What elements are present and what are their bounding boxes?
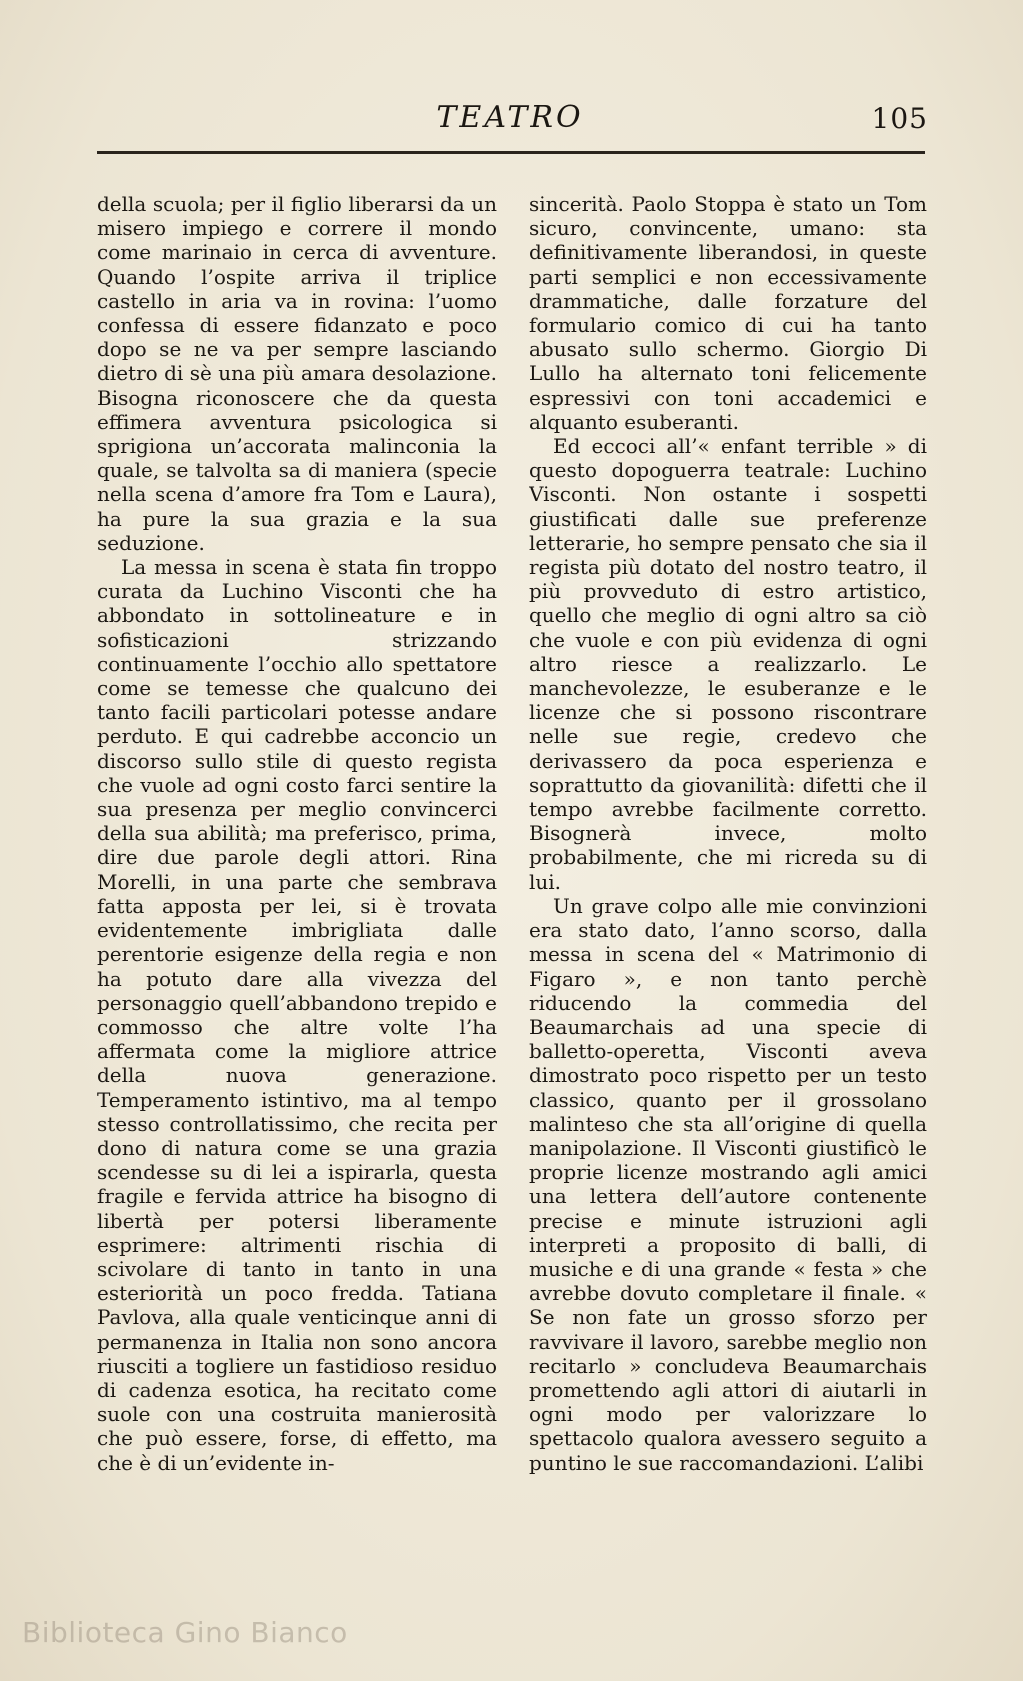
right-paragraph-3: Un grave colpo alle mie convinzioni era stato dato, l’anno scorso, dalla messa in scena del « Matrimonio di Figaro », e non tanto perchè riducendo la commedia del Beaumarchais ad una specie di balletto-operetta, Visconti aveva dimostrato poco rispetto per un testo classico, quanto per il grossolano malinteso che sta all’origine di quella manipolazione. Il Visconti giustificò le proprie licenze mostrando agli amici una lettera dell’autore contenente precise e minute istruzioni agli interpreti a proposito di balli, di musiche e di una grande « festa » che avrebbe dovuto completare il finale. « Se non fate un grosso sforzo per ravvivare il lavoro, sarebbe meglio non recitarlo » concludeva Beaumarchais promettendo agli attori di aiutarli in ogni modo per valorizzare lo spettacolo qualora avessero seguito a puntino le sue raccomandazioni. L’alibi (529, 893, 927, 1475)
left-column (97, 192, 497, 1572)
running-title: TEATRO (436, 100, 584, 135)
right-column (529, 192, 927, 1572)
running-head (92, 96, 928, 140)
library-watermark: Biblioteca Gino Bianco (22, 1616, 348, 1649)
right-paragraph-2: Ed eccoci all’« enfant terrible » di questo dopoguerra teatrale: Luchino Visconti. Non ostante i sospetti giustificati dalle sue preferenze letterarie, ho sempre pensato che sia il regista più dotato del nostro teatro, il più provveduto di estro artistico, quello che meglio di ogni altro sa ciò che vuole e con più evidenza di ogni altro riesce a realizzarlo. Le manchevolezze, le esuberanze e le licenze che si possono riscontrare nelle sue regie, credevo che derivassero da poca esperienza e soprattutto da giovanilità: difetti che il tempo avrebbe facilmente corretto. Bisognerà invece, molto probabilmente, che mi ricreda su di lui. (529, 434, 927, 894)
left-paragraph-2: La messa in scena è stata fin troppo curata da Luchino Visconti che ha abbondato in sottolineature e in sofisticazioni strizzando continuamente l’occhio allo spettatore come se temesse che qualcuno dei tanto facili particolari potesse andare perduto. E qui cadrebbe acconcio un discorso sullo stile di questo regista che vuole ad ogni costo farci sentire la sua presenza per meglio convincerci della sua abilità; ma preferisco, prima, dire due parole degli attori. Rina Morelli, in una parte che sembrava fatta apposta per lei, si è trovata evidentemente imbrigliata dalle perentorie esigenze della regia e non ha potuto dare alla vivezza del personaggio quell’abbandono trepido e commosso che altre volte l’ha affermata come la migliore attrice della nuova generazione. Temperamento istintivo, ma al tempo stesso controllatissimo, che recita per dono di natura come se una grazia scendesse su di lei a ispirarla, questa fragile e fervida attrice ha bisogno di libertà per potersi liberamente esprimere: altrimenti rischia di scivolare di tanto in tanto in una esteriorità un poco fredda. Tatiana Pavlova, alla quale venticinque anni di permanenza in Italia non sono ancora riusciti a togliere un fastidioso residuo di cadenza esotica, ha recitato come suole con una costruita manierosità che può essere, forse, di effetto, ma che è di un’evidente in- (97, 555, 497, 1475)
page-number: 105 (871, 102, 928, 135)
left-paragraph-1: della scuola; per il figlio liberarsi da un misero impiego e correre il mondo come marinaio in cerca di avventure. Quando l’ospite arriva il triplice castello in aria va in rovina: l’uomo confessa di essere fidanzato e poco dopo se ne va per sempre lasciando dietro di sè una più amara desolazione. Bisogna riconoscere che da questa effimera avventura psicologica si sprigiona un’accorata malinconia la quale, se talvolta sa di maniera (specie nella scena d’amore fra Tom e Laura), ha pure la sua grazia e la sua seduzione. (97, 192, 497, 555)
right-paragraph-1: sincerità. Paolo Stoppa è stato un Tom sicuro, convincente, umano: sta definitivamente liberandosi, in queste parti semplici e non eccessivamente drammatiche, dalle forzature del formulario comico di cui ha tanto abusato sullo schermo. Giorgio Di Lullo ha alternato toni felicemente espressivi con toni accademici e alquanto esuberanti. (529, 192, 927, 434)
header-rule (97, 151, 925, 154)
